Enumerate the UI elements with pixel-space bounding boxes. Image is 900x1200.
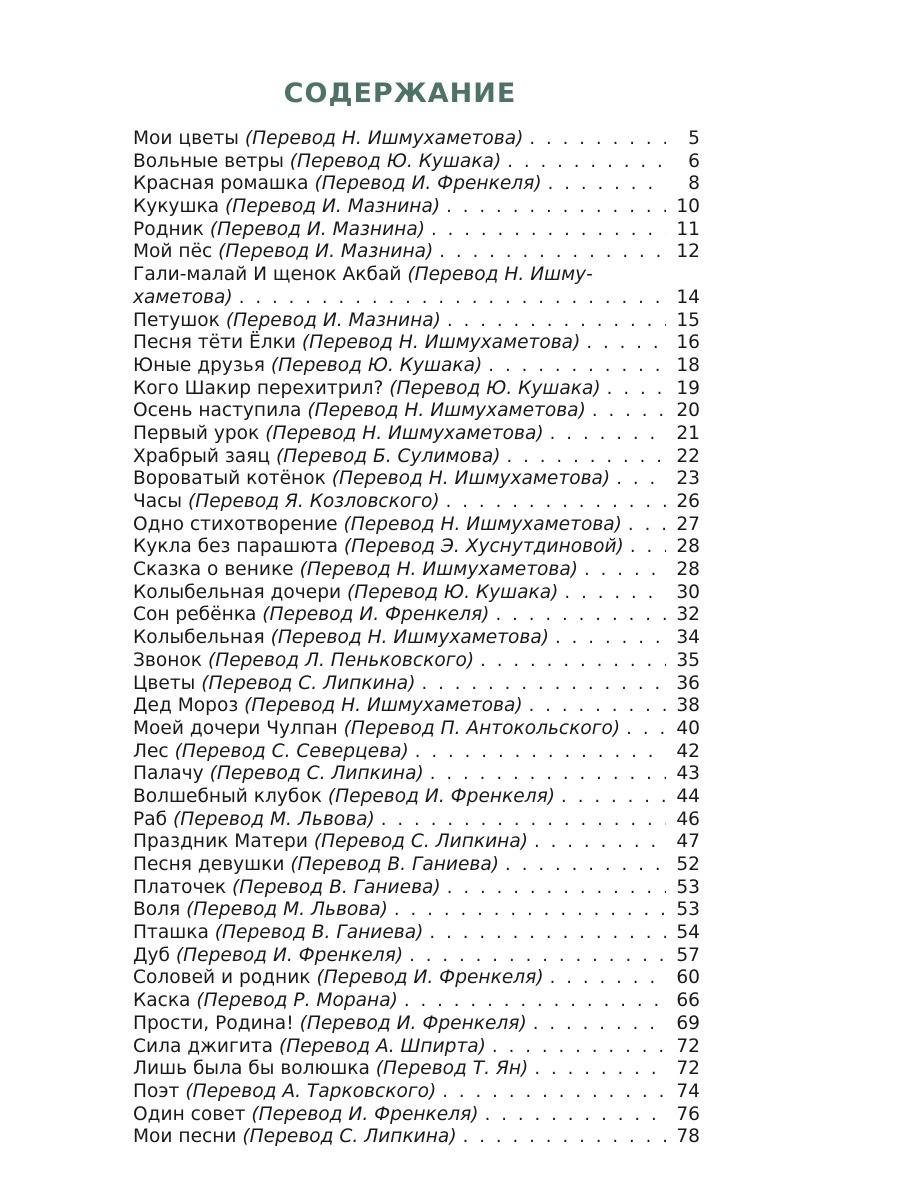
toc-entry <box>133 264 700 287</box>
page-number: 46 <box>676 808 700 830</box>
toc-entry <box>133 854 700 877</box>
entry-translation: (Перевод С. Липкина) <box>209 763 424 785</box>
toc-entry <box>133 809 700 832</box>
entry-title: Один совет <box>133 1103 246 1125</box>
toc-entry <box>133 536 700 559</box>
dot-leader <box>550 423 666 446</box>
page-number: 11 <box>676 218 700 240</box>
toc-entry <box>133 831 700 854</box>
toc-entry <box>133 695 700 718</box>
page-number: 30 <box>676 581 700 603</box>
page-number: 66 <box>676 990 700 1012</box>
entry-translation: (Перевод Н. Ишмухаметова) <box>307 400 586 422</box>
entry-title: Мои песни <box>133 1126 237 1148</box>
dot-leader <box>584 559 666 582</box>
dot-leader <box>447 310 666 333</box>
toc-entry <box>133 627 700 650</box>
entry-title: Первый урок <box>133 422 260 444</box>
entry-translation-cont: хаметова) <box>133 286 233 308</box>
toc-entry <box>133 899 700 922</box>
entry-translation: (Перевод Ю. Кушака) <box>389 377 601 399</box>
entry-translation: (Перевод Б. Сулимова) <box>275 445 501 467</box>
entry-title: Раб <box>133 808 168 830</box>
page-number: 8 <box>688 173 700 195</box>
entry-title: Дед Мороз <box>133 695 239 717</box>
dot-leader <box>507 151 666 174</box>
entry-title: Звонок <box>133 649 203 671</box>
dot-leader <box>446 196 666 219</box>
page-number: 20 <box>676 400 700 422</box>
entry-translation: (Перевод Н. Ишмухаметова) <box>265 422 544 444</box>
toc-entry <box>133 241 700 264</box>
entry-translation: (Перевод М. Львова) <box>173 808 375 830</box>
entry-translation: (Перевод И. Мазнина) <box>225 196 441 218</box>
entry-title: Кого Шакир перехитрил? <box>133 377 384 399</box>
entry-title: Юные друзья <box>133 354 265 376</box>
page-number: 6 <box>688 150 700 172</box>
dot-leader <box>415 741 666 764</box>
dot-leader <box>492 1036 666 1059</box>
toc-entry <box>133 378 700 401</box>
toc-entry <box>133 718 700 741</box>
entry-title: Петушок <box>133 309 220 331</box>
dot-leader <box>507 446 667 469</box>
entry-title: Соловей и родник <box>133 967 311 989</box>
page-number: 18 <box>676 354 700 376</box>
toc-entry <box>133 332 700 355</box>
dot-leader <box>534 831 666 854</box>
dot-leader <box>534 1058 666 1081</box>
toc-entry <box>133 650 700 673</box>
entry-title: Храбрый заяц <box>133 445 271 467</box>
dot-leader <box>505 854 666 877</box>
entry-title: Песня тёти Ёлки <box>133 332 296 354</box>
page-number: 28 <box>676 536 700 558</box>
toc-entry <box>133 400 700 423</box>
page-number: 40 <box>676 717 700 739</box>
toc-entry <box>133 559 700 582</box>
page-number: 78 <box>676 1126 700 1148</box>
entry-title: Сила джигита <box>133 1035 274 1057</box>
entry-translation: (Перевод Н. Ишмухаметова) <box>299 559 579 581</box>
page-number: 28 <box>676 559 700 581</box>
entry-title: Прости, Родина! <box>133 1012 294 1034</box>
entry-title: Поэт <box>133 1080 180 1102</box>
toc-entry <box>133 1104 700 1127</box>
entry-translation: (Перевод В. Ганиева) <box>232 876 441 898</box>
entry-title: Сон ребёнка <box>133 604 257 626</box>
entry-title: Родник <box>133 218 204 240</box>
dot-leader <box>628 514 666 537</box>
dot-leader <box>548 173 666 196</box>
toc-entry <box>133 741 700 764</box>
entry-translation: (Перевод В. Ганиева) <box>214 922 424 944</box>
entry-title: Колыбельная <box>133 627 265 649</box>
page-number: 22 <box>676 445 700 467</box>
page-number: 52 <box>676 854 700 875</box>
dot-leader <box>381 809 666 832</box>
entry-translation: (Перевод Л. Пеньковского) <box>207 649 475 671</box>
page-number: 5 <box>688 128 700 149</box>
entry-translation: (Перевод И. Мазнина) <box>225 309 441 331</box>
entry-title: Осень наступила <box>133 400 302 422</box>
entry-translation: (Перевод С. Северцева) <box>174 740 409 762</box>
page-number: 42 <box>676 740 700 762</box>
dot-leader <box>626 718 666 741</box>
entry-translation: (Перевод И. Френкеля) <box>316 967 544 989</box>
entry-translation: (Перевод С. Липкина) <box>313 831 528 853</box>
page-number: 12 <box>676 241 700 263</box>
toc-entry <box>133 128 700 151</box>
toc-entry <box>133 877 700 900</box>
entry-translation: (Перевод Н. Ишмухаметова) <box>270 627 550 649</box>
dot-leader <box>239 287 666 310</box>
page-number: 10 <box>676 196 700 218</box>
dot-leader <box>586 332 666 355</box>
entry-title: Цветы <box>133 672 196 694</box>
page-number: 35 <box>676 649 700 671</box>
entry-title: Мои цветы <box>133 128 239 149</box>
entry-translation: (Перевод Ю. Кушака) <box>347 581 559 603</box>
entry-title: Часы <box>133 491 183 512</box>
toc-entry <box>133 355 700 378</box>
page-number: 36 <box>676 672 700 694</box>
toc-entry <box>133 582 700 605</box>
dot-leader <box>480 650 666 673</box>
page-number: 69 <box>676 1012 700 1034</box>
entry-title: Лишь была бы волюшка <box>133 1058 370 1080</box>
toc-entry <box>133 151 700 174</box>
entry-translation: (Перевод Р. Морана) <box>196 990 398 1012</box>
toc-entry <box>133 1013 700 1036</box>
dot-leader <box>446 491 666 514</box>
dot-leader <box>409 945 666 968</box>
page-number: 43 <box>676 763 700 785</box>
entry-translation: (Перевод И. Френкеля) <box>251 1103 479 1125</box>
entry-translation: (Перевод Н. Ишмухаметова) <box>343 513 622 535</box>
page-number: 27 <box>676 513 700 535</box>
toc-entry <box>133 491 700 514</box>
entry-translation: (Перевод И. Мазнина) <box>218 241 434 263</box>
entry-title: Колыбельная дочери <box>133 581 342 603</box>
dot-leader <box>447 877 666 900</box>
dot-leader <box>616 468 666 491</box>
toc-entry-continuation <box>133 287 700 310</box>
toc-entry <box>133 786 700 809</box>
page-title: СОДЕРЖАНИЕ <box>283 78 517 109</box>
entry-title: Волшебный клубок <box>133 785 322 807</box>
dot-leader <box>555 627 666 650</box>
dot-leader <box>561 786 666 809</box>
page-number: 53 <box>676 899 700 921</box>
toc-entry <box>133 990 700 1013</box>
dot-leader <box>529 695 666 718</box>
dot-leader <box>550 967 666 990</box>
dot-leader <box>439 241 666 264</box>
page-number: 47 <box>676 831 700 853</box>
entry-title: Мой пёс <box>133 241 213 263</box>
toc-entry <box>133 763 700 786</box>
entry-title: Кукушка <box>133 196 220 218</box>
entry-title: Красная ромашка <box>133 173 309 195</box>
dot-leader <box>607 378 666 401</box>
entry-title: Одно стихотворение <box>133 513 338 535</box>
entry-translation: (Перевод А. Шпирта) <box>278 1035 486 1057</box>
page-number: 60 <box>676 967 700 989</box>
entry-translation: (Перевод Ю. Кушака) <box>289 150 502 172</box>
page-number: 34 <box>676 627 700 649</box>
toc-entry <box>133 423 700 446</box>
entry-title: Гали-малай И щенок Акбай <box>133 264 402 286</box>
page-number: 74 <box>676 1080 700 1102</box>
page-number: 32 <box>676 604 700 626</box>
page-number: 19 <box>676 377 700 399</box>
page-number: 76 <box>676 1103 700 1125</box>
dot-leader <box>630 536 666 559</box>
dot-leader <box>442 1081 666 1104</box>
page-number: 44 <box>676 785 700 807</box>
entry-translation: (Перевод Н. Ишмухаметова) <box>331 468 611 490</box>
table-of-contents <box>133 128 700 1149</box>
entry-title: Палачу <box>133 763 204 785</box>
entry-title: Моей дочери Чулпан <box>133 717 338 739</box>
entry-title: Песня девушки <box>133 854 285 875</box>
entry-translation: (Перевод И. Мазнина) <box>209 218 425 240</box>
dot-leader <box>533 1013 666 1036</box>
dot-leader <box>394 899 666 922</box>
entry-translation: (Перевод С. Липкина) <box>201 672 416 694</box>
toc-entry <box>133 922 700 945</box>
entry-translation: (Перевод И. Френкеля) <box>299 1012 527 1034</box>
page-number: 53 <box>676 876 700 898</box>
toc-entry <box>133 173 700 196</box>
entry-translation: (Перевод А. Тарковского) <box>185 1080 437 1102</box>
page-number: 72 <box>676 1035 700 1057</box>
entry-translation: (Перевод И. Френкеля) <box>327 785 556 807</box>
page-number: 54 <box>676 922 700 944</box>
entry-title: Каска <box>133 990 191 1012</box>
toc-entry <box>133 1036 700 1059</box>
entry-translation: (Перевод В. Ганиева) <box>290 854 500 875</box>
entry-translation: (Перевод Я. Козловского) <box>187 491 440 512</box>
page-number: 72 <box>676 1058 700 1080</box>
entry-translation: (Перевод И. Френкеля) <box>314 173 542 195</box>
entry-title: Сказка о венике <box>133 559 294 581</box>
page-number: 15 <box>676 309 700 331</box>
entry-translation: (Перевод Т. Ян) <box>375 1058 529 1080</box>
entry-title: Кукла без парашюта <box>133 536 338 558</box>
toc-entry <box>133 196 700 219</box>
entry-translation: (Перевод М. Львова) <box>186 899 388 921</box>
dot-leader <box>495 604 666 627</box>
entry-translation: (Перевод Э. Хуснутдиновой) <box>343 536 624 558</box>
page-number: 38 <box>676 695 700 717</box>
page-number: 21 <box>676 422 700 444</box>
dot-leader <box>485 1104 666 1127</box>
dot-leader <box>429 922 666 945</box>
dot-leader <box>421 673 666 696</box>
toc-entry <box>133 468 700 491</box>
page-number: 14 <box>676 286 700 308</box>
entry-translation: (Перевод П. Антокольского) <box>343 717 621 739</box>
page-number: 23 <box>676 468 700 490</box>
entry-translation: (Перевод С. Липкина) <box>242 1126 457 1148</box>
entry-translation: (Перевод Н. Ишмухаметова) <box>244 695 523 717</box>
dot-leader <box>431 219 666 242</box>
entry-translation: (Перевод Н. Ишмухаметова) <box>244 128 524 149</box>
entry-title: Дуб <box>133 944 170 966</box>
toc-entry <box>133 967 700 990</box>
dot-leader <box>488 355 666 378</box>
entry-translation: (Перевод И. Френкеля) <box>175 944 404 966</box>
toc-entry <box>133 673 700 696</box>
toc-entry <box>133 945 700 968</box>
entry-translation: (Перевод Н. Ишму- <box>407 264 593 286</box>
entry-title: Воля <box>133 899 181 921</box>
toc-entry <box>133 1058 700 1081</box>
dot-leader <box>463 1126 666 1149</box>
entry-title: Платочек <box>133 876 227 898</box>
toc-entry <box>133 219 700 242</box>
dot-leader <box>529 128 666 151</box>
entry-title: Праздник Матери <box>133 831 308 853</box>
entry-title: Лес <box>133 740 169 762</box>
entry-translation: (Перевод Н. Ишмухаметова) <box>301 332 581 354</box>
entry-title: Пташка <box>133 922 209 944</box>
dot-leader <box>592 400 666 423</box>
page-number: 26 <box>676 491 700 512</box>
toc-entry <box>133 1126 700 1149</box>
page-number: 57 <box>676 944 700 966</box>
toc-entry <box>133 514 700 537</box>
dot-leader <box>430 763 666 786</box>
toc-entry <box>133 310 700 333</box>
toc-entry <box>133 1081 700 1104</box>
entry-translation: (Перевод И. Френкеля) <box>262 604 490 626</box>
toc-entry <box>133 604 700 627</box>
page-number: 16 <box>676 332 700 354</box>
dot-leader <box>564 582 666 605</box>
entry-translation: (Перевод Ю. Кушака) <box>270 354 483 376</box>
entry-title: Вороватый котёнок <box>133 468 326 490</box>
dot-leader <box>404 990 666 1013</box>
entry-title: Вольные ветры <box>133 150 284 172</box>
toc-entry <box>133 446 700 469</box>
